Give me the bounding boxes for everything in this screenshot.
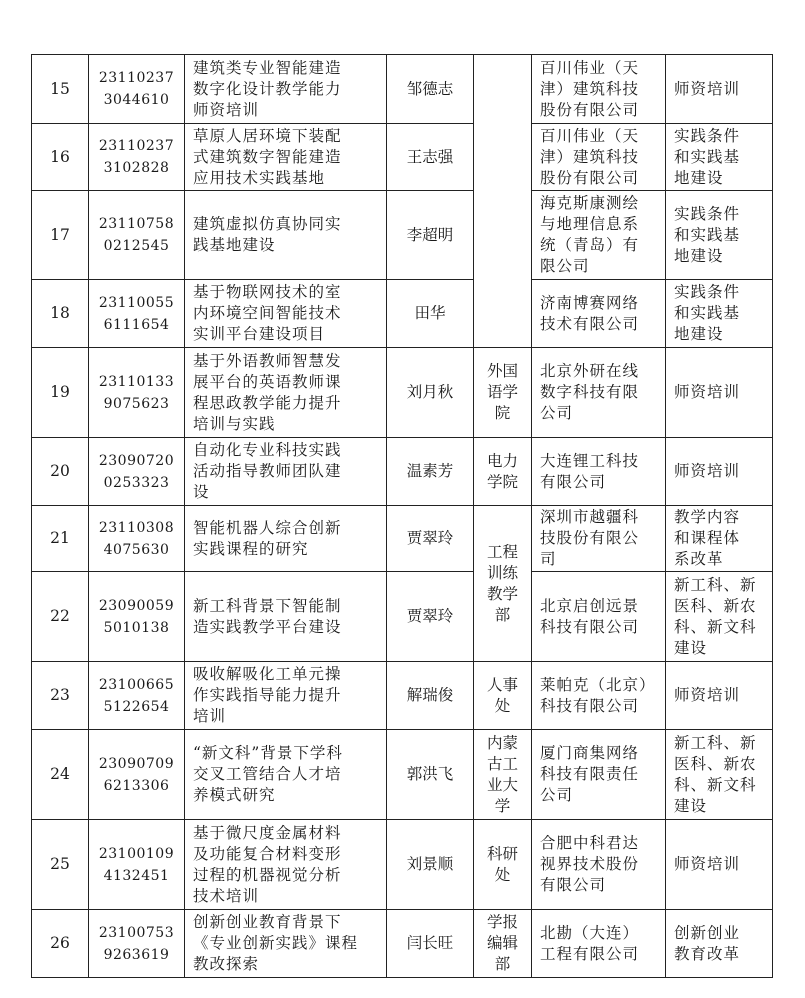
project-category-line: 建设 xyxy=(674,638,708,657)
row-number: 23 xyxy=(32,662,89,730)
partner-company xyxy=(532,191,666,280)
project-code xyxy=(89,730,185,820)
project-name-line: 设 xyxy=(193,483,210,501)
project-category xyxy=(666,730,773,820)
project-name-line: 基于外语教师智慧发 xyxy=(193,351,342,370)
partner-company-line: 股份有限公司 xyxy=(540,168,640,187)
project-category xyxy=(666,820,773,910)
department-cell-line: 学 xyxy=(494,796,511,815)
row-number: 26 xyxy=(32,910,89,978)
project-category xyxy=(666,572,773,662)
project-code-line: 23100109 xyxy=(98,845,175,862)
department-cell-line: 内蒙 xyxy=(486,733,518,752)
row-number: 15 xyxy=(32,55,89,124)
row-number: 16 xyxy=(32,124,89,191)
project-name-line: 基于微尺度金属材料 xyxy=(193,823,342,842)
row-number: 21 xyxy=(32,506,89,572)
project-name-line: 建筑类专业智能建造 xyxy=(193,58,342,77)
project-name-line: 式建筑数字智能建造 xyxy=(193,147,342,166)
project-category xyxy=(666,191,773,280)
partner-company-line: 济南博赛网络 xyxy=(540,293,640,312)
project-leader: 王志强 xyxy=(387,124,474,191)
row-number: 19 xyxy=(32,348,89,438)
partner-company-line: 百川伟业（天 xyxy=(540,126,640,145)
partner-company-line: 北京启创远景 xyxy=(540,596,640,615)
project-name-line: 智能机器人综合创新 xyxy=(193,518,342,537)
project-name xyxy=(185,820,387,910)
project-leader: 邹德志 xyxy=(387,55,474,124)
project-leader: 闫长旺 xyxy=(387,910,474,978)
project-name-line: 过程的机器视觉分析 xyxy=(193,865,342,884)
project-code-line: 23090059 xyxy=(98,597,175,614)
department-cell xyxy=(474,438,532,506)
project-leader: 刘景顺 xyxy=(387,820,474,910)
project-category-line: 师资培训 xyxy=(674,686,741,704)
project-leader: 田华 xyxy=(387,280,474,348)
project-category-line: 实践条件 xyxy=(674,283,741,301)
partner-company-line: 司 xyxy=(540,550,557,568)
project-leader: 刘月秋 xyxy=(387,348,474,438)
project-category-line: 和实践基 xyxy=(674,225,741,244)
project-leader: 贾翠玲 xyxy=(387,506,474,572)
project-category xyxy=(666,280,773,348)
project-code-line: 5122654 xyxy=(103,698,170,715)
project-name-line: 草原人居环境下装配 xyxy=(193,126,342,145)
project-category xyxy=(666,55,773,124)
project-name-line: 建筑虚拟仿真协同实 xyxy=(193,215,342,233)
partner-company-line: 百川伟业（天 xyxy=(540,58,640,77)
department-cell-line: 电力 xyxy=(486,451,518,470)
project-name xyxy=(185,280,387,348)
partner-company xyxy=(532,124,666,191)
partner-company xyxy=(532,348,666,438)
partner-company-line: 大连锂工科技 xyxy=(540,451,640,470)
project-name-line: 培训与实践 xyxy=(193,414,276,433)
project-name-line: 基于物联网技术的室 xyxy=(193,283,342,301)
project-name xyxy=(185,910,387,978)
partner-company xyxy=(532,55,666,124)
project-code xyxy=(89,910,185,978)
project-name-line: 吸收解吸化工单元操 xyxy=(193,665,342,683)
project-name-line: 师资培训 xyxy=(193,100,260,119)
department-cell xyxy=(474,506,532,662)
project-category-line: 地建设 xyxy=(674,246,724,265)
project-name xyxy=(185,348,387,438)
project-category-line: 和实践基 xyxy=(674,147,741,166)
project-category xyxy=(666,506,773,572)
partner-company xyxy=(532,280,666,348)
project-name xyxy=(185,55,387,124)
partner-company-line: 技股份有限公 xyxy=(540,529,640,547)
department-cell xyxy=(474,348,532,438)
project-name-line: 践基地建设 xyxy=(193,236,276,254)
department-cell-line: 学院 xyxy=(486,472,518,491)
department-cell-line: 古工 xyxy=(486,754,518,773)
project-leader: 李超明 xyxy=(387,191,474,280)
project-category-line: 系改革 xyxy=(674,550,724,568)
partner-company xyxy=(532,730,666,820)
partner-company-line: 工程有限公司 xyxy=(540,944,640,963)
table-row xyxy=(32,572,773,662)
partner-company-line: 公司 xyxy=(540,786,574,804)
department-cell-line: 语学 xyxy=(486,383,518,401)
partner-company-line: 津）建筑科技 xyxy=(540,79,640,98)
project-category-line: 地建设 xyxy=(674,168,724,187)
project-category-line: 地建设 xyxy=(674,325,724,343)
project-name-line: 程思政教学能力提升 xyxy=(193,393,342,412)
department-cell-line: 训练 xyxy=(486,563,518,582)
project-code-line: 3044610 xyxy=(103,92,170,108)
partner-company-line: 科技有限公司 xyxy=(540,696,640,715)
project-name xyxy=(185,730,387,820)
project-code-line: 0212545 xyxy=(103,238,170,254)
project-table xyxy=(31,54,773,978)
project-name-line: 实训平台建设项目 xyxy=(193,325,326,343)
project-name xyxy=(185,124,387,191)
partner-company-line: 统（青岛）有 xyxy=(540,236,640,254)
project-code xyxy=(89,191,185,280)
project-category-line: 教育改革 xyxy=(674,944,741,963)
department-cell xyxy=(474,910,532,978)
project-code-line: 9075623 xyxy=(103,395,170,412)
partner-company-line: 有限公司 xyxy=(540,876,607,894)
project-name-line: 内环境空间智能技术 xyxy=(193,304,342,322)
table-row xyxy=(32,280,773,348)
partner-company-line: 津）建筑科技 xyxy=(540,147,640,166)
project-name xyxy=(185,191,387,280)
partner-company-line: 技术有限公司 xyxy=(540,314,640,333)
department-cell xyxy=(474,820,532,910)
partner-company xyxy=(532,572,666,662)
project-name xyxy=(185,506,387,572)
project-name xyxy=(185,438,387,506)
partner-company-line: 北京外研在线 xyxy=(540,362,640,380)
project-code xyxy=(89,572,185,662)
table-row xyxy=(32,55,773,124)
department-cell xyxy=(474,662,532,730)
project-name-line: 培训 xyxy=(193,707,227,725)
project-code-line: 4132451 xyxy=(103,867,170,884)
project-code-line: 6213306 xyxy=(103,777,170,794)
department-cell xyxy=(474,55,532,348)
table-row xyxy=(32,506,773,572)
project-name-line: “新文科”背景下学科 xyxy=(193,744,343,762)
table-row xyxy=(32,910,773,978)
table-row xyxy=(32,662,773,730)
table-row xyxy=(32,191,773,280)
project-code-line: 23110758 xyxy=(98,216,175,232)
row-number: 25 xyxy=(32,820,89,910)
department-cell-line: 院 xyxy=(494,404,511,422)
project-code-line: 23110133 xyxy=(98,373,175,390)
project-code xyxy=(89,438,185,506)
department-cell-line: 部 xyxy=(494,605,511,624)
department-cell-line: 编辑 xyxy=(486,934,518,952)
project-code-line: 23090720 xyxy=(98,452,175,469)
partner-company-line: 视界技术股份 xyxy=(540,855,640,873)
partner-company xyxy=(532,820,666,910)
partner-company-line: 科技有限责任 xyxy=(540,765,640,783)
project-code-line: 0253323 xyxy=(103,474,170,491)
project-code-line: 3102828 xyxy=(103,160,170,176)
partner-company-line: 限公司 xyxy=(540,257,590,275)
project-code-line: 23110237 xyxy=(98,70,175,86)
project-category-line: 科、新文科 xyxy=(674,775,757,794)
project-category-line: 建设 xyxy=(674,796,708,815)
project-code xyxy=(89,124,185,191)
project-code-line: 5010138 xyxy=(103,619,170,636)
department-cell-line: 业大 xyxy=(486,775,518,794)
partner-company-line: 莱帕克（北京） xyxy=(540,675,656,694)
partner-company-line: 海克斯康测绘 xyxy=(540,194,640,212)
project-name-line: 展平台的英语教师课 xyxy=(193,372,342,391)
project-category xyxy=(666,662,773,730)
partner-company-line: 股份有限公司 xyxy=(540,100,640,119)
project-code-line: 6111654 xyxy=(103,316,170,333)
project-leader: 温素芳 xyxy=(387,438,474,506)
department-cell-line: 部 xyxy=(494,955,511,973)
project-leader: 贾翠玲 xyxy=(387,572,474,662)
project-code-line: 4075630 xyxy=(103,541,170,558)
project-code xyxy=(89,348,185,438)
row-number: 20 xyxy=(32,438,89,506)
project-name-line: 技术培训 xyxy=(193,886,260,905)
table-row xyxy=(32,820,773,910)
row-number: 22 xyxy=(32,572,89,662)
partner-company xyxy=(532,910,666,978)
project-category-line: 新工科、新 xyxy=(674,733,757,752)
project-name-line: 《专业创新实践》课程 xyxy=(193,934,359,952)
project-category xyxy=(666,438,773,506)
department-cell-line: 教学 xyxy=(486,584,518,603)
project-code-line: 23100665 xyxy=(98,676,175,693)
project-code-line: 23110308 xyxy=(98,519,175,536)
project-code xyxy=(89,662,185,730)
project-name-line: 新工科背景下智能制 xyxy=(193,596,342,615)
project-name-line: 交叉工管结合人才培 xyxy=(193,765,342,783)
row-number: 17 xyxy=(32,191,89,280)
department-cell-line: 处 xyxy=(494,696,511,715)
project-name-line: 活动指导教师团队建 xyxy=(193,462,342,480)
department-cell-line: 科研 xyxy=(486,844,518,863)
partner-company-line: 厦门商集网络 xyxy=(540,744,640,762)
project-category-line: 科、新文科 xyxy=(674,617,757,636)
project-category xyxy=(666,910,773,978)
department-cell-line: 处 xyxy=(494,865,511,884)
project-code-line: 9263619 xyxy=(103,946,170,963)
project-code xyxy=(89,55,185,124)
table-row xyxy=(32,730,773,820)
project-name xyxy=(185,572,387,662)
department-cell-line: 外国 xyxy=(486,362,518,380)
project-code-line: 23110237 xyxy=(98,138,175,154)
partner-company-line: 有限公司 xyxy=(540,472,607,491)
table-row xyxy=(32,124,773,191)
project-category-line: 和课程体 xyxy=(674,529,741,547)
project-category xyxy=(666,124,773,191)
partner-company-line: 合肥中科君达 xyxy=(540,834,640,852)
project-code xyxy=(89,820,185,910)
department-cell-line: 人事 xyxy=(486,675,518,694)
row-number: 24 xyxy=(32,730,89,820)
project-category xyxy=(666,348,773,438)
project-name-line: 养模式研究 xyxy=(193,786,276,804)
project-name-line: 及功能复合材料变形 xyxy=(193,844,342,863)
partner-company-line: 公司 xyxy=(540,404,574,422)
project-name-line: 造实践教学平台建设 xyxy=(193,617,342,636)
project-code-line: 23100753 xyxy=(98,924,175,941)
project-category-line: 师资培训 xyxy=(674,462,741,480)
project-name xyxy=(185,662,387,730)
project-code xyxy=(89,506,185,572)
project-code-line: 23090709 xyxy=(98,755,175,772)
project-category-line: 师资培训 xyxy=(674,79,741,98)
project-category-line: 和实践基 xyxy=(674,304,741,322)
project-name-line: 自动化专业科技实践 xyxy=(193,441,342,459)
partner-company-line: 科技有限公司 xyxy=(540,617,640,636)
department-cell-line: 学报 xyxy=(486,913,518,931)
department-cell-line: 工程 xyxy=(486,542,518,561)
project-category-line: 创新创业 xyxy=(674,923,741,942)
project-category-line: 实践条件 xyxy=(674,126,741,145)
table-row xyxy=(32,348,773,438)
project-leader: 解瑞俊 xyxy=(387,662,474,730)
project-category-line: 医科、新农 xyxy=(674,596,757,615)
project-category-line: 实践条件 xyxy=(674,204,741,223)
project-code-line: 23110055 xyxy=(98,294,175,311)
project-name-line: 数字化设计教学能力 xyxy=(193,79,342,98)
project-name-line: 作实践指导能力提升 xyxy=(193,686,342,704)
project-name-line: 实践课程的研究 xyxy=(193,539,309,558)
table-row xyxy=(32,438,773,506)
partner-company-line: 与地理信息系 xyxy=(540,215,640,233)
project-category-line: 新工科、新 xyxy=(674,575,757,594)
partner-company xyxy=(532,662,666,730)
partner-company xyxy=(532,438,666,506)
project-code xyxy=(89,280,185,348)
department-cell xyxy=(474,730,532,820)
partner-company-line: 数字科技有限 xyxy=(540,383,640,401)
project-category-line: 教学内容 xyxy=(674,508,741,526)
row-number: 18 xyxy=(32,280,89,348)
project-name-line: 应用技术实践基地 xyxy=(193,168,326,187)
project-name-line: 创新创业教育背景下 xyxy=(193,913,342,931)
partner-company-line: 北勘（大连） xyxy=(540,923,640,942)
partner-company-line: 深圳市越疆科 xyxy=(540,508,640,526)
project-category-line: 师资培训 xyxy=(674,855,741,873)
project-category-line: 师资培训 xyxy=(674,383,741,401)
partner-company xyxy=(532,506,666,572)
project-leader: 郭洪飞 xyxy=(387,730,474,820)
project-category-line: 医科、新农 xyxy=(674,754,757,773)
project-name-line: 教改探索 xyxy=(193,955,260,973)
